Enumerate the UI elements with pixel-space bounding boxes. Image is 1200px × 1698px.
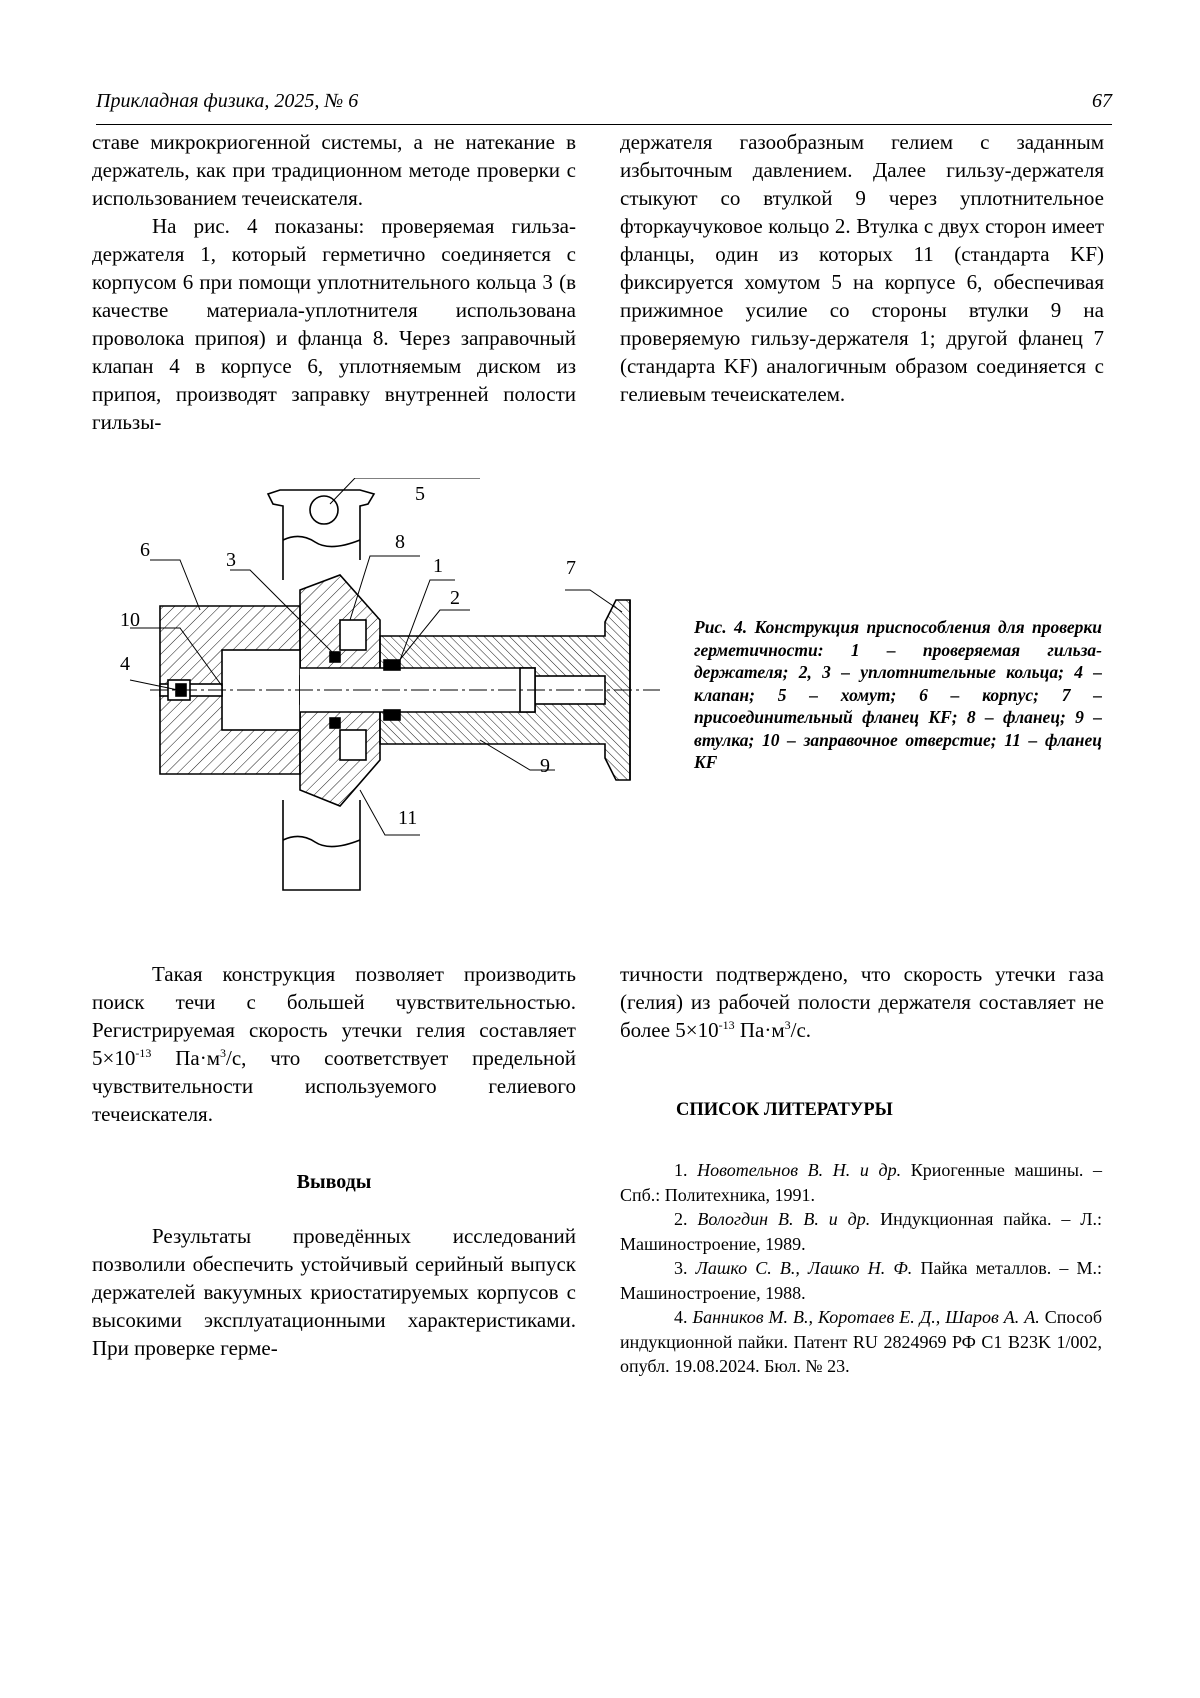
label-11: 11 — [398, 807, 418, 829]
paragraph: Такая конструкция позволяет производить поиск течи с большей чувствительностью. Регистрируемая скорость утечки гелия составляет $5\times 10^{-13}$ $Па\cdot м^3/с$, что соответствует предельной чувствительности используемого гелиевого течеискателя. — [92, 962, 576, 1126]
journal-title: Прикладная физика, 2025, № 6 — [96, 90, 359, 112]
seal-ring-2b — [384, 710, 400, 720]
label-2: 2 — [450, 587, 460, 609]
page-header — [96, 90, 1112, 120]
seal-ring-2 — [384, 660, 400, 670]
clamp-wave-top — [283, 536, 360, 546]
paragraph: На рис. 4 показаны: проверяемая гильза-держателя 1, который герметично соединяется с корпусом 6 при помощи уплотнительного кольца 3 (в качестве материала-уплотнителя использована проволока припоя) и фланца 8. Через заправочный клапан 4 в корпусе 6, уплотняемым диском из припоя, производят заправку внутренней полости гильзы- — [92, 214, 576, 434]
reference-item: 2. Вологдин В. В. и др. Индукционная пайка. – Л.: Машиностроение, 1989. — [620, 1209, 1103, 1254]
top-left-column — [92, 128, 576, 436]
page-number: 67 — [1092, 90, 1112, 112]
clamp-top-jaw — [283, 520, 360, 580]
references-heading: СПИСОК ЛИТЕРАТУРЫ — [676, 1100, 893, 1120]
label-7: 7 — [566, 557, 576, 579]
header-rule — [96, 124, 1112, 125]
leader-6 — [150, 560, 200, 610]
paragraph: Результаты проведённых исследований позволили обеспечить устойчивый серийный выпуск держателей вакуумных криостатируемых корпусов с высокими эксплуатационными характеристиками. При проверке герме- — [92, 1224, 576, 1360]
figure-caption: Рис. 4. Конструкция приспособления для проверки герметичности: 1 – проверяемая гильза-держателя; 2, 3 – уплотнительные кольца; 4 – клапан; 5 – хомут; 6 – корпус; 7 – присоединительный фланец KF; 8 – фланец; 9 – втулка; 10 – заправочное отверстие; 11 – фланец KF — [694, 617, 1102, 772]
label-3: 3 — [226, 549, 236, 571]
label-5: 5 — [415, 483, 425, 505]
flange-8 — [340, 620, 366, 650]
section-heading: Выводы — [296, 1171, 372, 1193]
reference-item: 4. Банников М. В., Коротаев Е. Д., Шаров А. А. Способ индукционной пайки. Патент RU 2824969 РФ C1 B23K 1/002, опубл. 19.08.2024. Бюл. № 23. — [620, 1307, 1103, 1376]
paragraph: тичности подтверждено, что скорость утечки газа (гелия) из рабочей полости держателя составляет не более $5\times 10^{-13}$ $Па\cdot м^3/с$. — [620, 962, 1104, 1042]
seal-ring-3b — [330, 718, 340, 728]
bottom-left-column — [92, 960, 576, 1362]
label-8: 8 — [395, 531, 405, 553]
paragraph: держателя газообразным гелием с заданным избыточным давлением. Далее гильзу-держателя стыкуют со втулкой 9 через уплотнительное фторкаучуковое кольцо 2. Втулка с двух сторон имеет фланцы, один из которых 11 (стандарта KF) фиксируется хомутом 5 на корпусе 6, обеспечивая прижимное усилие со стороны втулки 9 на проверяемую гильзу-держателя 1; другой фланец 7 (стандарта KF) аналогичным образом соединяется с гелиевым течеискателем. — [620, 130, 1104, 406]
bottom-right-column — [620, 960, 1104, 1044]
label-6: 6 — [140, 539, 150, 561]
reference-item: 1. Новотельнов В. Н. и др. Криогенные машины. – Спб.: Политехника, 1991. — [620, 1160, 1103, 1205]
figure-4-drawing — [106, 478, 666, 910]
label-9: 9 — [540, 755, 550, 777]
flange-8b — [340, 730, 366, 760]
label-1: 1 — [433, 555, 443, 577]
paragraph: ставе микрокриогенной системы, а не натекание в держатель, как при традиционном методе проверки с использованием течеискателя. — [92, 130, 576, 210]
reference-item: 3. Лашко С. В., Лашко Н. Ф. Пайка металлов. – М.: Машиностроение, 1988. — [620, 1258, 1103, 1303]
label-10: 10 — [120, 609, 140, 631]
references-list — [620, 1158, 1102, 1379]
label-4: 4 — [120, 653, 130, 675]
seal-ring-3 — [330, 652, 340, 662]
top-right-column — [620, 128, 1104, 408]
